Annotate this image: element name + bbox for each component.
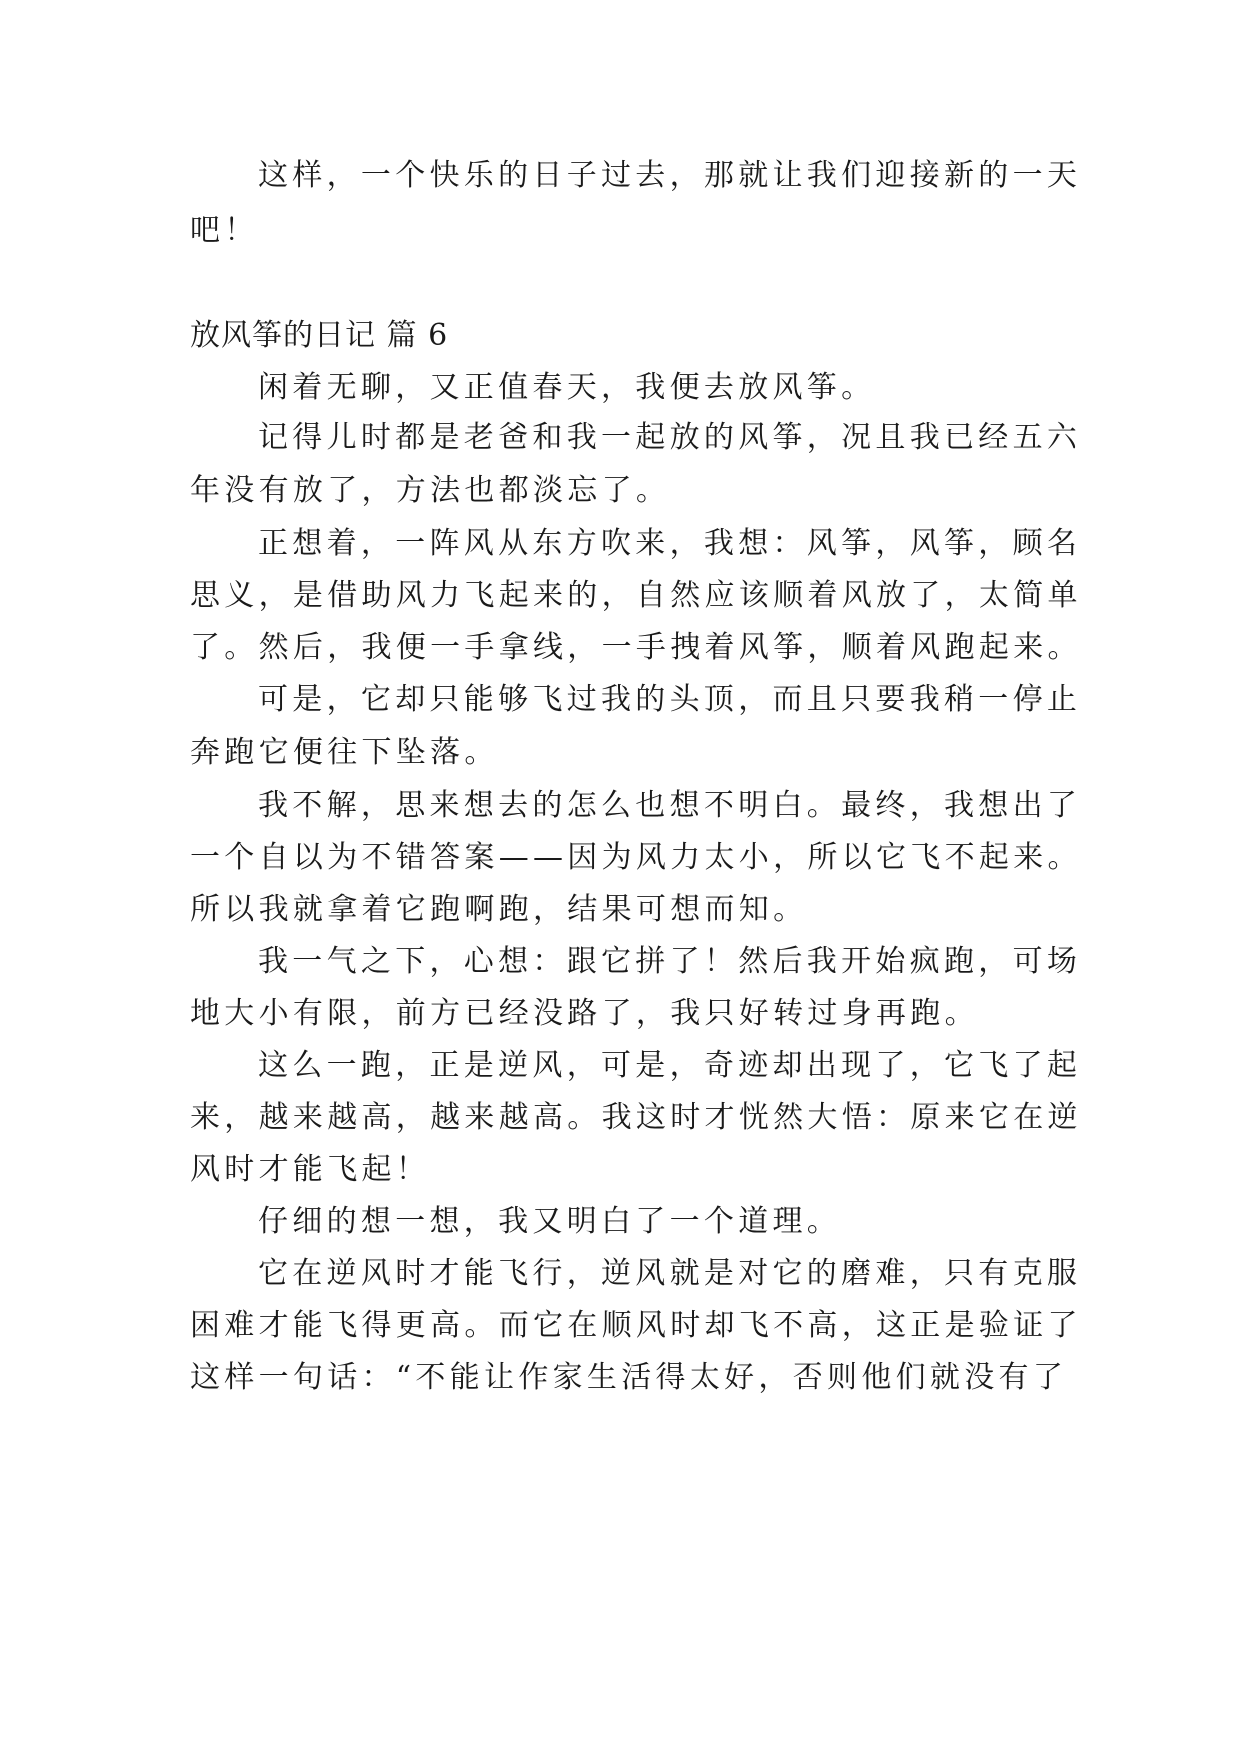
paragraph-line: 这么一跑，正是逆风，可是，奇迹却出现了，它飞了起 bbox=[258, 1048, 1082, 1083]
paragraph-line: 可是，它却只能够飞过我的头顶，而且只要我稍一停止 bbox=[258, 682, 1082, 717]
paragraph-line: 奔跑它便往下坠落。 bbox=[190, 735, 499, 770]
paragraph-line: 它在逆风时才能飞行，逆风就是对它的磨难，只有克服 bbox=[258, 1256, 1082, 1291]
paragraph-line: 记得儿时都是老爸和我一起放的风筝，况且我已经五六 bbox=[258, 420, 1082, 455]
paragraph-line: 了。然后，我便一手拿线，一手拽着风筝，顺着风跑起来。 bbox=[190, 630, 1082, 665]
paragraph-line: 我一气之下，心想：跟它拼了！然后我开始疯跑，可场 bbox=[258, 944, 1082, 979]
paragraph-line: 地大小有限，前方已经没路了，我只好转过身再跑。 bbox=[190, 996, 979, 1031]
paragraph-line: 困难才能飞得更高。而它在顺风时却飞不高，这正是验证了 bbox=[190, 1308, 1082, 1343]
paragraph-line: 所以我就拿着它跑啊跑，结果可想而知。 bbox=[190, 892, 808, 927]
paragraph-line: 吧！ bbox=[190, 213, 259, 248]
paragraph-line: 思义，是借助风力飞起来的，自然应该顺着风放了，太简单 bbox=[190, 578, 1082, 613]
paragraph-line: 这样，一个快乐的日子过去，那就让我们迎接新的一天 bbox=[258, 158, 1082, 193]
paragraph-line: 风时才能飞起！ bbox=[190, 1152, 431, 1187]
paragraph-line: 这样一句话：“不能让作家生活得太好，否则他们就没有了 bbox=[190, 1360, 1068, 1395]
paragraph-line: 闲着无聊，又正值春天，我便去放风筝。 bbox=[258, 370, 876, 405]
paragraph-line: 一个自以为不错答案——因为风力太小，所以它飞不起来。 bbox=[190, 840, 1082, 875]
paragraph-line: 年没有放了，方法也都淡忘了。 bbox=[190, 473, 671, 508]
section-title: 放风筝的日记 篇 6 bbox=[190, 318, 449, 353]
paragraph-line: 正想着，一阵风从东方吹来，我想：风筝，风筝，顾名 bbox=[258, 526, 1082, 561]
paragraph-line: 来，越来越高，越来越高。我这时才恍然大悟：原来它在逆 bbox=[190, 1100, 1082, 1135]
paragraph-line: 我不解，思来想去的怎么也想不明白。最终，我想出了 bbox=[258, 788, 1082, 823]
paragraph-line: 仔细的想一想，我又明白了一个道理。 bbox=[258, 1204, 842, 1239]
